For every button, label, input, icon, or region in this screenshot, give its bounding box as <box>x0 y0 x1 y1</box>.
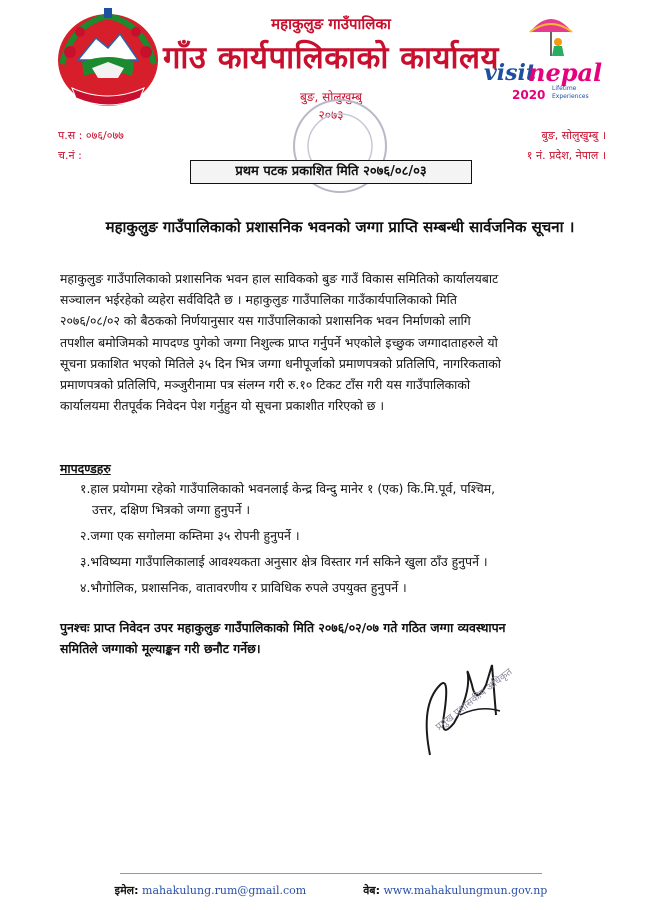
province-address: १ नं. प्रदेश, नेपाल । <box>526 149 606 162</box>
visit-text: visit <box>484 60 537 86</box>
email-label: इमेल: <box>114 884 139 897</box>
experiences-text: Experiences <box>552 93 589 100</box>
office-location: बुङ, सोलुखुम्बु <box>299 90 363 104</box>
criteria-item: ४.भौगोलिक, प्रशासनिक, वातावरणीय र प्राविधिक रुपले उपयुक्त हुनुपर्ने । <box>80 580 407 595</box>
visit-nepal-logo <box>482 12 602 108</box>
email-link[interactable]: mahakulung.rum@gmail.com <box>142 884 307 897</box>
established-year: २०७३ <box>318 108 344 122</box>
body-line: सञ्चालन भईरहेको व्यहेरा सर्वविदितै छ । महाकुलुङ गाउँपालिका गाउँकार्यपालिकाको मिति <box>60 292 457 308</box>
body-line: २०७६/०८/०२ को बैठकको निर्णयानुसार यस गाउँपालिकाको प्रशासनिक भवन निर्माणको लागि <box>60 313 471 329</box>
district-address: बुङ, सोलुखुम्बु । <box>541 129 606 142</box>
publication-date-box: प्रथम पटक प्रकाशित मिति २०७६/०८/०३ <box>190 160 472 184</box>
web-link[interactable]: www.mahakulungmun.gov.np <box>383 884 548 897</box>
umbrella-figure-icon <box>528 12 574 58</box>
criteria-heading: मापदण्डहरु <box>60 461 111 476</box>
criteria-list <box>80 478 580 598</box>
body-line: प्रमाणपत्रको प्रतिलिपि, मञ्जुरीनामा पत्र संलग्न गरी रु.१० टिकट टाँस गरी यस गाउँपालिकाको <box>60 377 471 393</box>
criteria-item: १.हाल प्रयोगमा रहेको गाउँपालिकाको भवनलाई केन्द्र विन्दु मानेर १ (एक) कि.मि.पूर्व, पश्चिम, <box>80 481 496 496</box>
criteria-item: उत्तर, दक्षिण भित्रको जग्गा हुनुपर्ने । <box>92 502 251 517</box>
postscript-line: पुनश्चः प्राप्त निवेदन उपर महाकुलुङ गाउँपालिकाको मिति २०७६/०२/०७ गते गठित जग्गा व्यवस्थापन <box>60 620 506 635</box>
body-line: सूचना प्रकाशित भएको मितिले ३५ दिन भित्र जग्गा धनीपूर्जाको प्रमाणपत्रको प्रतिलिपि, नागरिकताको <box>60 355 501 371</box>
notice-title: महाकुलुङ गाउँपालिकाको प्रशासनिक भवनको जग्गा प्राप्ति सम्बन्धी सार्वजनिक सूचना । <box>105 218 575 236</box>
criteria-item: ३.भविष्यमा गाउँपालिकालाई आवश्यकता अनुसार क्षेत्र विस्तार गर्न सकिने खुला ठाँउ हुनुपर्ने । <box>80 554 488 569</box>
lifetime-text: Lifetime <box>552 85 577 92</box>
signature-title: प्रमुख प्रशासकीय अधिकृत <box>433 666 515 734</box>
postscript-line: समितिले जग्गाको मूल्याङ्कन गरी छनौट गर्नेछ। <box>60 641 261 657</box>
footer-divider <box>120 873 542 874</box>
municipality-name: महाकुलुङ गाउँपालिका <box>271 15 391 33</box>
criteria-item: २.जग्गा एक सगोलमा कम्तिमा ३५ रोपनी हुनुपर्ने । <box>80 528 300 543</box>
notice-body <box>60 268 600 416</box>
dispatch-number: च.नं : <box>58 149 82 162</box>
body-line: कार्यालयमा रीतपूर्वक निवेदन पेश गर्नुहुन यो सूचना प्रकाशीत गरिएको छ । <box>60 398 385 414</box>
year-2020-text: 2020 <box>512 88 546 102</box>
office-name: गाँउ कार्यपालिकाको कार्यालय <box>162 40 500 76</box>
body-line: महाकुलुङ गाउँपालिकाको प्रशासनिक भवन हाल साविकको बुङ गाउँ विकास समितिको कार्यालयबाट <box>60 271 499 286</box>
footer <box>0 883 662 898</box>
body-line: तपशील बमोजिमको मापदण्ड पुगेको जग्गा निशुल्क प्राप्त गर्नुपर्ने भएकोले इच्छुक जग्गादाताहरुले यो <box>60 334 498 350</box>
letter-number: प.स : ०७६/०७७ <box>58 129 124 142</box>
web-label: वेब: <box>363 884 380 897</box>
nepal-text: nepal <box>528 58 603 87</box>
